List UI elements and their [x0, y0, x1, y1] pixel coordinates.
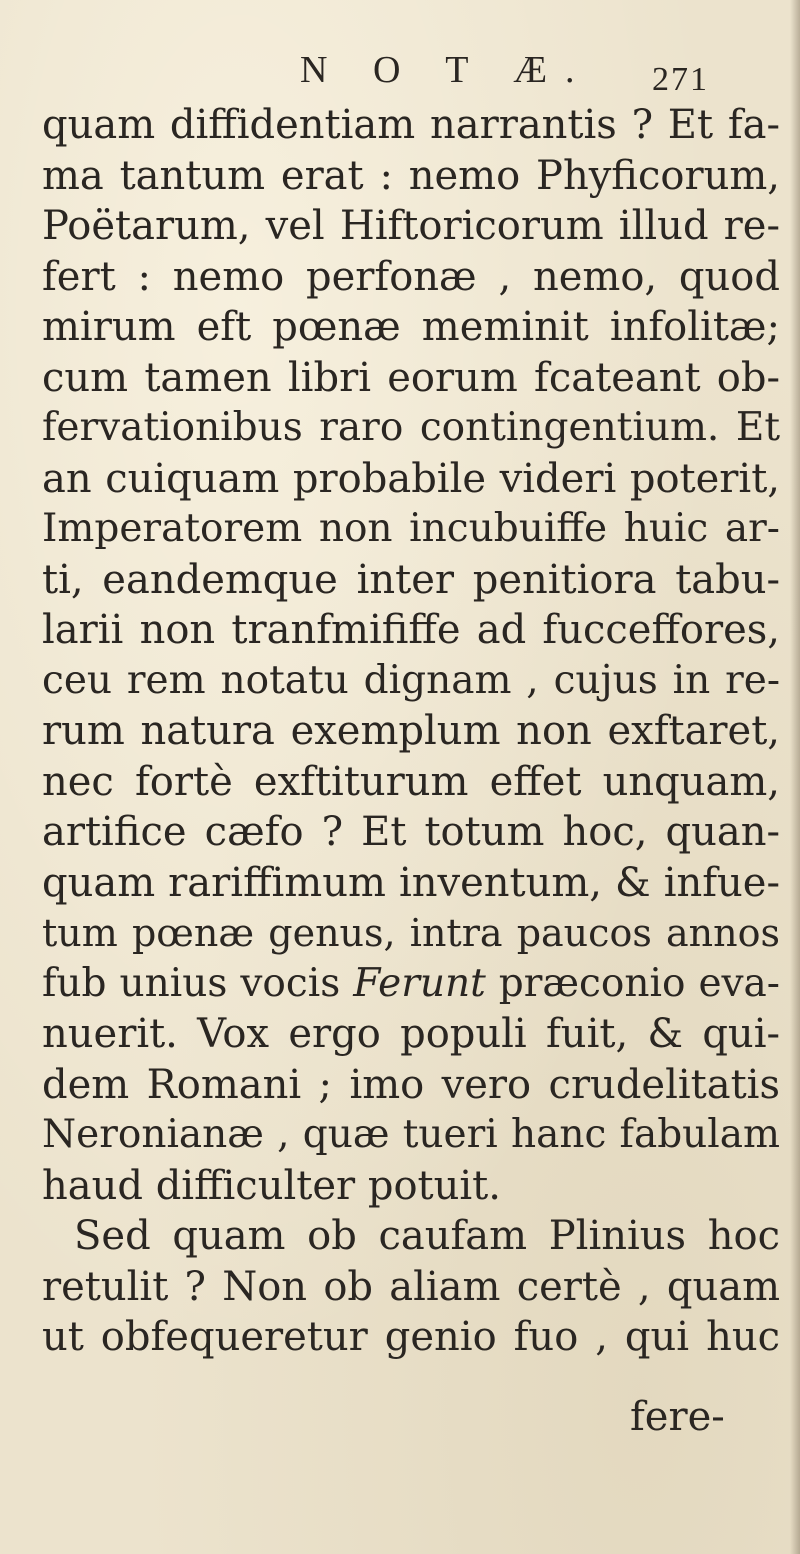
text-line: fert : nemo perfonæ , nemo, quod: [42, 253, 780, 300]
text-line-paragraph-start: Sed quam ob caufam Plinius hoc: [74, 1213, 780, 1259]
text-line: ceu rem notatu dignam , cujus in re-: [42, 657, 780, 703]
text-line: fervationibus raro contingentium. Et: [42, 405, 780, 450]
text-line: retulit ? Non ob aliam certè , quam: [42, 1263, 780, 1310]
text-line: Poëtarum, vel Hiftoricorum illud re-: [42, 203, 780, 249]
italic-word: Ferunt: [353, 960, 486, 1006]
text-line: tum pœnæ genus, intra paucos annos: [42, 911, 780, 955]
text-segment: fub unius vocis Ferunt præconio eva-: [42, 960, 780, 1006]
page-header: [0, 40, 800, 100]
text-line: ti, eandemque inter penitiora tabu-: [42, 556, 780, 603]
text-line-paragraph-end: haud difficulter potuit.: [42, 1162, 501, 1209]
text-line: larii non tranfmififfe ad fucceffores,: [42, 607, 780, 653]
running-head: N O T Æ.: [300, 49, 593, 91]
text-line: Neronianæ , quæ tueri hanc fabulam: [42, 1112, 780, 1157]
text-line-with-italic: [42, 959, 780, 1010]
text-line: mirum eft pœnæ meminit infolitæ;: [42, 304, 780, 350]
catchword: fere-: [630, 1394, 725, 1440]
text-line: an cuiquam probabile videri poterit,: [42, 455, 780, 502]
text-line: cum tamen libri eorum fcateant ob-: [42, 354, 780, 401]
text-line: quam diffidentiam narrantis ? Et fa-: [42, 102, 780, 148]
text-line: nuerit. Vox ergo populi fuit, & qui-: [42, 1011, 780, 1057]
page-number: 271: [652, 61, 709, 98]
text-line: nec fortè exftiturum effet unquam,: [42, 758, 780, 805]
page-edge-shadow: [790, 0, 800, 1554]
text-line: dem Romani ; imo vero crudelitatis: [42, 1061, 780, 1108]
body-text: [42, 100, 780, 1363]
text-line: Imperatorem non incubuiffe huic ar-: [42, 506, 780, 551]
text-line: artifice cæfo ? Et totum hoc, quan-: [42, 809, 780, 855]
text-line: quam rariffimum inventum, & infue-: [42, 859, 780, 906]
text-line: rum natura exemplum non exftaret,: [42, 708, 780, 754]
text-line: ma tantum erat : nemo Phyficorum,: [42, 152, 780, 199]
text-line: ut obfequeretur genio fuo , qui huc: [42, 1314, 780, 1360]
